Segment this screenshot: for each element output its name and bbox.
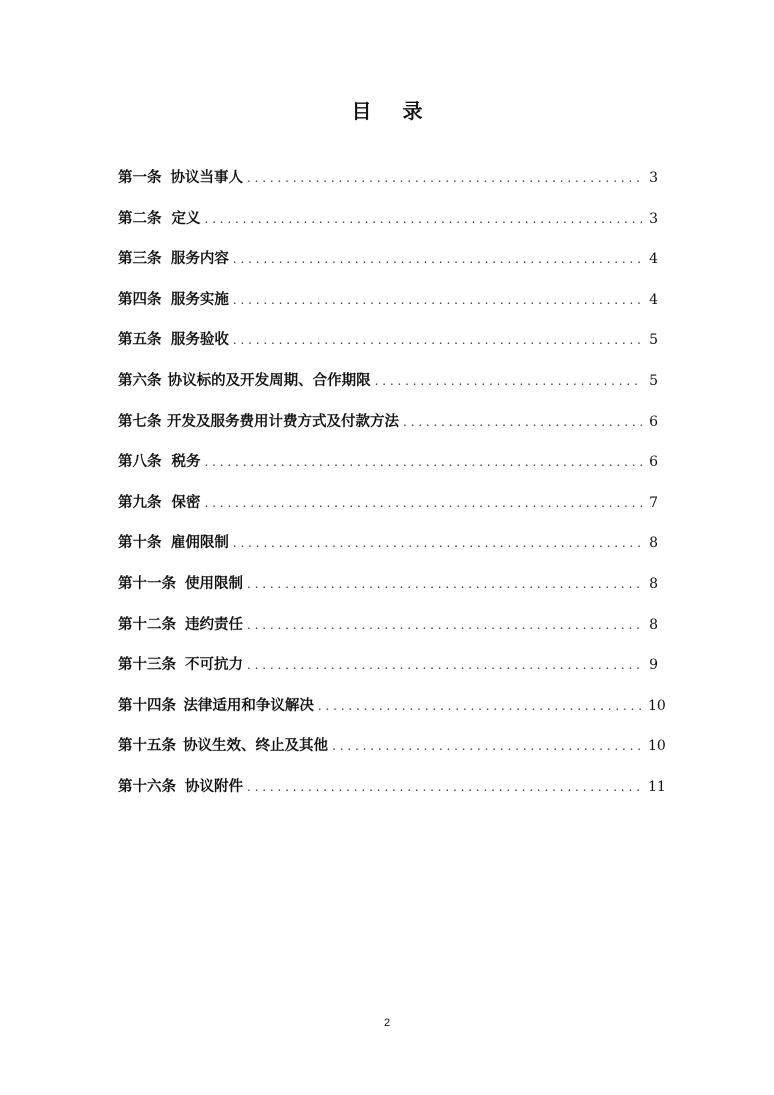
toc-entry-number: 第二条	[118, 210, 162, 227]
toc-entry-number: 第十一条	[118, 575, 176, 592]
toc-entry[interactable]	[118, 653, 658, 694]
toc-entry-page: 6	[649, 454, 658, 471]
toc-entry-number: 第十条	[118, 535, 162, 552]
toc-entry-number: 第五条	[118, 332, 162, 349]
toc-entry-number: 第十三条	[118, 657, 176, 674]
toc-entry-heading: 不可抗力	[185, 657, 243, 674]
toc-leader-dots	[403, 415, 642, 429]
toc-entry-page: 8	[649, 616, 658, 633]
toc-entry-page: 3	[649, 210, 658, 227]
toc-entry-heading: 服务内容	[170, 251, 229, 268]
toc-entry[interactable]	[118, 369, 658, 410]
toc-entry-page: 4	[649, 291, 658, 308]
toc-entry-number: 第七条	[118, 413, 162, 430]
toc-entry-heading: 开发及服务费用计费方式及付款方法	[166, 413, 399, 430]
toc-entry-heading: 使用限制	[185, 575, 243, 592]
toc-leader-dots	[233, 333, 642, 347]
toc-entry-number: 第四条	[118, 291, 162, 308]
toc-list	[118, 166, 666, 816]
toc-entry-page: 3	[649, 170, 658, 186]
toc-entry-number: 第十五条	[118, 738, 176, 755]
toc-entry-heading: 服务验收	[170, 332, 229, 349]
toc-entry-number: 第九条	[118, 494, 162, 511]
toc-leader-dots	[318, 699, 642, 713]
toc-entry[interactable]	[118, 531, 658, 572]
toc-entry-heading: 协议标的及开发周期、合作期限	[167, 372, 371, 389]
toc-title: 目 录	[351, 99, 435, 123]
toc-entry[interactable]	[118, 207, 658, 248]
toc-entry[interactable]	[118, 694, 666, 735]
toc-entry-number: 第一条	[118, 170, 162, 186]
toc-leader-dots	[204, 212, 642, 226]
toc-leader-dots	[247, 171, 642, 185]
toc-entry-heading: 服务实施	[170, 291, 229, 308]
toc-entry[interactable]	[118, 410, 658, 451]
toc-entry-page: 10	[648, 738, 666, 755]
toc-entry-page: 8	[649, 575, 658, 592]
toc-entry-page: 4	[649, 251, 658, 268]
toc-entry-heading: 协议附件	[185, 778, 243, 795]
toc-leader-dots	[233, 536, 642, 550]
toc-entry-page: 9	[649, 657, 658, 674]
toc-entry-page: 5	[649, 372, 658, 389]
toc-entry-heading: 税务	[171, 454, 201, 471]
toc-leader-dots	[204, 496, 642, 510]
toc-leader-dots	[247, 577, 642, 591]
toc-entry[interactable]	[118, 491, 658, 532]
toc-entry-number: 第十六条	[118, 778, 176, 795]
toc-entry[interactable]	[118, 247, 658, 288]
page-number: 2	[383, 1017, 391, 1029]
toc-entry[interactable]	[118, 288, 658, 329]
toc-entry-number: 第六条	[118, 372, 162, 389]
toc-entry-page: 11	[648, 778, 666, 795]
toc-entry-page: 7	[649, 494, 658, 511]
toc-entry-heading: 违约责任	[185, 616, 243, 633]
toc-entry[interactable]	[118, 572, 658, 613]
toc-entry-number: 第三条	[118, 251, 162, 268]
toc-entry[interactable]	[118, 328, 658, 369]
toc-leader-dots	[375, 374, 642, 388]
toc-entry-heading: 协议生效、终止及其他	[183, 738, 329, 755]
toc-entry[interactable]	[118, 450, 658, 491]
toc-entry[interactable]	[118, 734, 666, 775]
toc-leader-dots	[247, 618, 642, 632]
toc-entry-page: 6	[649, 413, 658, 430]
toc-entry-page: 5	[649, 332, 658, 349]
toc-entry-heading: 保密	[171, 494, 201, 511]
toc-leader-dots	[233, 293, 642, 307]
toc-entry-heading: 法律适用和争议解决	[183, 697, 314, 714]
toc-entry[interactable]	[118, 613, 658, 654]
toc-entry-heading: 雇佣限制	[170, 535, 229, 552]
toc-entry-page: 8	[649, 535, 658, 552]
toc-leader-dots	[233, 252, 642, 266]
toc-entry-number: 第十二条	[118, 616, 176, 633]
toc-entry-heading: 协议当事人	[170, 170, 243, 186]
toc-leader-dots	[332, 739, 642, 753]
toc-entry-number: 第十四条	[118, 697, 176, 714]
toc-entry[interactable]	[118, 775, 666, 816]
toc-entry[interactable]	[118, 166, 658, 207]
toc-entry-page: 10	[648, 697, 666, 714]
toc-leader-dots	[247, 780, 642, 794]
toc-entry-heading: 定义	[171, 210, 201, 227]
toc-leader-dots	[247, 658, 642, 672]
toc-leader-dots	[204, 455, 642, 469]
toc-entry-number: 第八条	[118, 454, 162, 471]
